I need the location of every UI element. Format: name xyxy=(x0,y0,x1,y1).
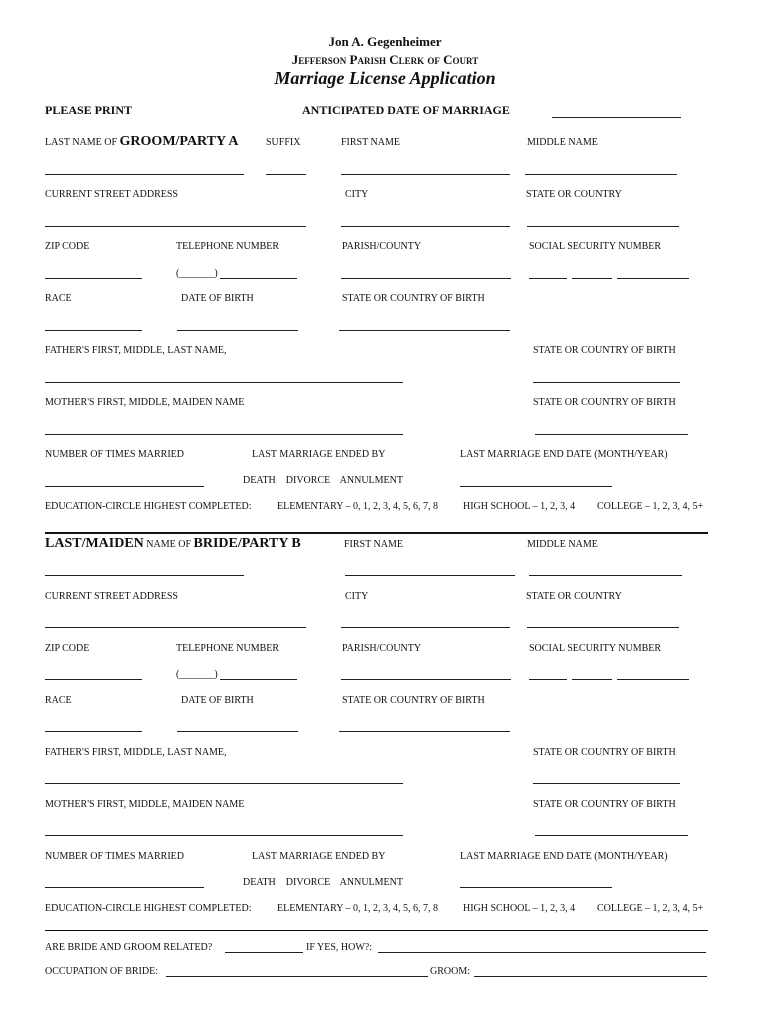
anticipated-date-field[interactable] xyxy=(552,117,681,118)
bride-last-name-mid: NAME OF xyxy=(146,539,192,550)
groom-first-name-field[interactable] xyxy=(341,174,510,175)
occupation-groom-label: GROOM: xyxy=(430,966,471,977)
bride-times-married-label: NUMBER OF TIMES MARRIED xyxy=(45,851,184,862)
bride-last-name-label xyxy=(45,536,301,552)
groom-state-country-label: STATE OR COUNTRY xyxy=(526,189,622,200)
groom-father-birth-field[interactable] xyxy=(533,382,680,383)
bride-last-end-date-label: LAST MARRIAGE END DATE (MONTH/YEAR) xyxy=(460,851,668,862)
bride-city-label: CITY xyxy=(345,591,369,602)
bride-ssn-label: SOCIAL SECURITY NUMBER xyxy=(529,643,662,654)
bride-mother-birth-field[interactable] xyxy=(535,835,688,836)
bride-high-school-options[interactable]: HIGH SCHOOL – 1, 2, 3, 4 xyxy=(463,903,576,914)
bride-dob-label: DATE OF BIRTH xyxy=(181,695,254,706)
bride-dob-field[interactable] xyxy=(177,731,298,732)
bride-mother-label: MOTHER'S FIRST, MIDDLE, MAIDEN NAME xyxy=(45,799,245,810)
bride-education-label: EDUCATION-CIRCLE HIGHEST COMPLETED: xyxy=(45,903,252,914)
groom-zip-field[interactable] xyxy=(45,278,142,279)
related-label: ARE BRIDE AND GROOM RELATED? xyxy=(45,942,213,953)
groom-ssn-field-1[interactable] xyxy=(529,278,567,279)
groom-college-options[interactable]: COLLEGE – 1, 2, 3, 4, 5+ xyxy=(597,501,704,512)
groom-phone-label: TELEPHONE NUMBER xyxy=(176,241,280,252)
bride-race-label: RACE xyxy=(45,695,72,706)
groom-street-field[interactable] xyxy=(45,226,306,227)
bride-zip-field[interactable] xyxy=(45,679,142,680)
groom-state-country-field[interactable] xyxy=(527,226,679,227)
bride-zip-label: ZIP CODE xyxy=(45,643,90,654)
groom-race-label: RACE xyxy=(45,293,72,304)
bride-father-birth-label: STATE OR COUNTRY OF BIRTH xyxy=(533,747,676,758)
groom-race-field[interactable] xyxy=(45,330,142,331)
groom-last-name-field[interactable] xyxy=(45,174,244,175)
groom-city-field[interactable] xyxy=(341,226,510,227)
groom-birth-place-label: STATE OR COUNTRY OF BIRTH xyxy=(342,293,485,304)
groom-parish-label: PARISH/COUNTY xyxy=(342,241,422,252)
groom-city-label: CITY xyxy=(345,189,369,200)
groom-father-label: FATHER'S FIRST, MIDDLE, LAST NAME, xyxy=(45,345,227,356)
groom-birth-place-field[interactable] xyxy=(339,330,510,331)
if-yes-label: IF YES, HOW?: xyxy=(306,942,373,953)
bride-first-name-field[interactable] xyxy=(345,575,515,576)
groom-ssn-field-3[interactable] xyxy=(617,278,689,279)
groom-mother-birth-label: STATE OR COUNTRY OF BIRTH xyxy=(533,397,676,408)
groom-middle-name-label: MIDDLE NAME xyxy=(527,137,598,148)
groom-middle-name-field[interactable] xyxy=(525,174,677,175)
bride-phone-label: TELEPHONE NUMBER xyxy=(176,643,280,654)
bride-father-field[interactable] xyxy=(45,783,403,784)
groom-last-end-date-field[interactable] xyxy=(460,486,612,487)
groom-first-name-label: FIRST NAME xyxy=(341,137,400,148)
groom-last-end-date-label: LAST MARRIAGE END DATE (MONTH/YEAR) xyxy=(460,449,668,460)
bride-mother-birth-label: STATE OR COUNTRY OF BIRTH xyxy=(533,799,676,810)
groom-times-married-field[interactable] xyxy=(45,486,204,487)
groom-zip-label: ZIP CODE xyxy=(45,241,90,252)
bride-elementary-options[interactable]: ELEMENTARY – 0, 1, 2, 3, 4, 5, 6, 7, 8 xyxy=(277,903,439,914)
groom-phone-area-code: (_______) xyxy=(176,268,218,279)
groom-times-married-label: NUMBER OF TIMES MARRIED xyxy=(45,449,184,460)
footer-divider xyxy=(45,930,708,931)
bride-parish-field[interactable] xyxy=(341,679,511,680)
bride-birth-place-label: STATE OR COUNTRY OF BIRTH xyxy=(342,695,485,706)
bride-phone-area-code: (_______) xyxy=(176,669,218,680)
groom-street-label: CURRENT STREET ADDRESS xyxy=(45,189,178,200)
office-name: Jefferson Parish Clerk of Court xyxy=(291,52,479,67)
bride-last-ended-label: LAST MARRIAGE ENDED BY xyxy=(252,851,386,862)
groom-last-name-title: GROOM/PARTY A xyxy=(119,134,239,149)
related-field[interactable] xyxy=(225,952,303,953)
groom-last-name-prefix: LAST NAME OF xyxy=(45,137,118,148)
groom-ssn-field-2[interactable] xyxy=(572,278,612,279)
groom-last-ended-label: LAST MARRIAGE ENDED BY xyxy=(252,449,386,460)
groom-suffix-field[interactable] xyxy=(266,174,306,175)
section-divider xyxy=(45,532,708,534)
bride-middle-name-label: MIDDLE NAME xyxy=(527,539,598,550)
bride-race-field[interactable] xyxy=(45,731,142,732)
bride-first-name-label: FIRST NAME xyxy=(344,539,403,550)
bride-last-end-date-field[interactable] xyxy=(460,887,612,888)
please-print-label: PLEASE PRINT xyxy=(45,103,133,117)
groom-dob-label: DATE OF BIRTH xyxy=(181,293,254,304)
groom-high-school-options[interactable]: HIGH SCHOOL – 1, 2, 3, 4 xyxy=(463,501,576,512)
bride-last-name-title-2: BRIDE/PARTY B xyxy=(193,536,301,551)
groom-mother-birth-field[interactable] xyxy=(535,434,688,435)
bride-parish-label: PARISH/COUNTY xyxy=(342,643,422,654)
occupation-bride-label: OCCUPATION OF BRIDE: xyxy=(45,966,158,977)
bride-street-label: CURRENT STREET ADDRESS xyxy=(45,591,178,602)
bride-times-married-field[interactable] xyxy=(45,887,204,888)
groom-father-field[interactable] xyxy=(45,382,403,383)
bride-last-name-field[interactable] xyxy=(45,575,244,576)
bride-ssn-field-2[interactable] xyxy=(572,679,612,680)
form-title: Marriage License Application xyxy=(274,68,496,88)
bride-state-country-label: STATE OR COUNTRY xyxy=(526,591,622,602)
bride-college-options[interactable]: COLLEGE – 1, 2, 3, 4, 5+ xyxy=(597,903,704,914)
groom-parish-field[interactable] xyxy=(341,278,511,279)
groom-mother-label: MOTHER'S FIRST, MIDDLE, MAIDEN NAME xyxy=(45,397,245,408)
bride-city-field[interactable] xyxy=(341,627,510,628)
groom-elementary-options[interactable]: ELEMENTARY – 0, 1, 2, 3, 4, 5, 6, 7, 8 xyxy=(277,501,439,512)
groom-ssn-label: SOCIAL SECURITY NUMBER xyxy=(529,241,662,252)
bride-phone-field[interactable] xyxy=(220,679,297,680)
bride-mother-field[interactable] xyxy=(45,835,403,836)
bride-father-label: FATHER'S FIRST, MIDDLE, LAST NAME, xyxy=(45,747,227,758)
occupation-bride-field[interactable] xyxy=(166,976,428,977)
groom-mother-field[interactable] xyxy=(45,434,403,435)
occupation-groom-field[interactable] xyxy=(474,976,707,977)
groom-suffix-label: SUFFIX xyxy=(266,137,301,148)
bride-ssn-field-1[interactable] xyxy=(529,679,567,680)
bride-birth-place-field[interactable] xyxy=(339,731,510,732)
groom-ended-options[interactable]: DEATH DIVORCE ANNULMENT xyxy=(243,475,403,486)
bride-ssn-field-3[interactable] xyxy=(617,679,689,680)
bride-last-name-title: LAST/MAIDEN xyxy=(45,536,144,551)
groom-education-label: EDUCATION-CIRCLE HIGHEST COMPLETED: xyxy=(45,501,252,512)
bride-state-country-field[interactable] xyxy=(527,627,679,628)
groom-last-name-label xyxy=(45,135,238,150)
groom-father-birth-label: STATE OR COUNTRY OF BIRTH xyxy=(533,345,676,356)
anticipated-date-label: ANTICIPATED DATE OF MARRIAGE xyxy=(302,103,510,117)
bride-ended-options[interactable]: DEATH DIVORCE ANNULMENT xyxy=(243,877,403,888)
bride-street-field[interactable] xyxy=(45,627,306,628)
if-yes-field[interactable] xyxy=(378,952,706,953)
groom-dob-field[interactable] xyxy=(177,330,298,331)
groom-phone-field[interactable] xyxy=(220,278,297,279)
bride-middle-name-field[interactable] xyxy=(529,575,682,576)
bride-father-birth-field[interactable] xyxy=(533,783,680,784)
clerk-name: Jon A. Gegenheimer xyxy=(328,34,442,49)
